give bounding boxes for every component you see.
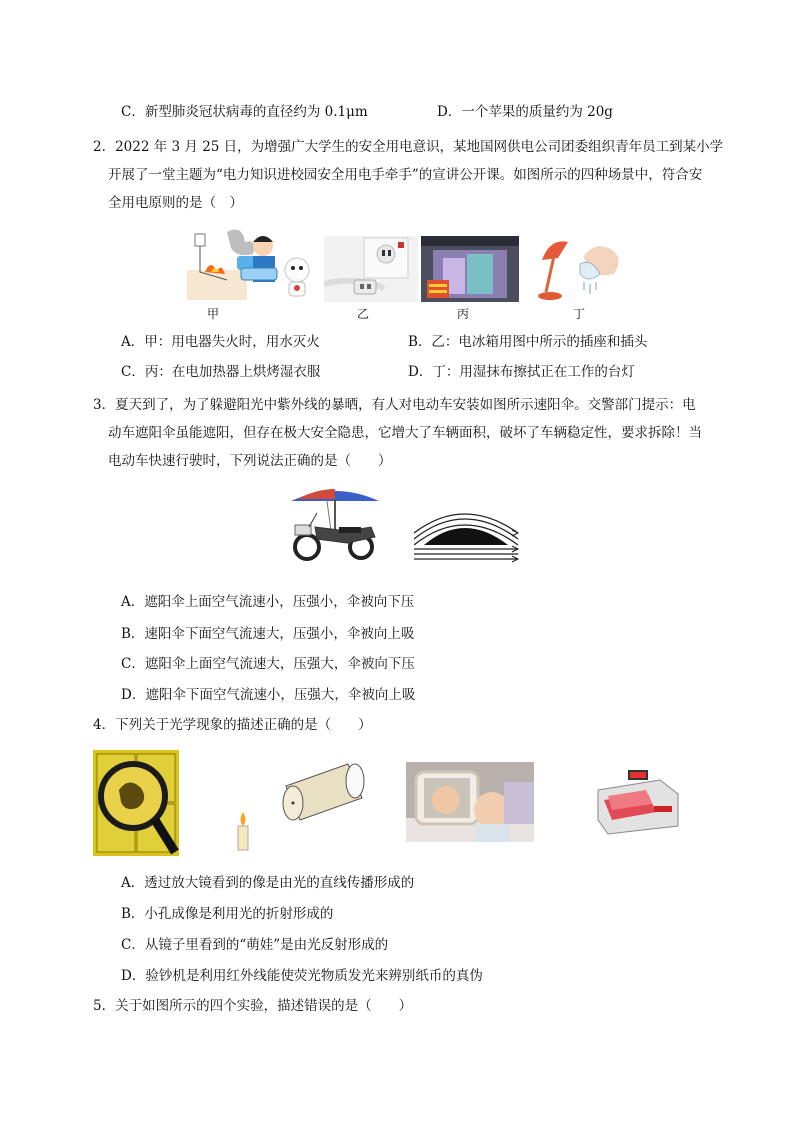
q1-option-c: C．新型肺炎冠状病毒的直径约为 0.1μm [121, 104, 368, 120]
q4-option-b: B．小孔成像是利用光的折射形成的 [121, 906, 334, 922]
q3-option-d: D．遮阳伞下面空气流速小，压强大，伞被向上吸 [121, 687, 416, 703]
q4-option-c: C．从镜子里看到的“萌娃”是由光反射形成的 [121, 937, 389, 953]
q2-option-b: B．乙：电冰箱用图中所示的插座和插头 [408, 334, 648, 350]
figure-baby-mirror [406, 762, 534, 842]
figure-airflow [414, 505, 520, 563]
q2-stem-line1: 2．2022 年 3 月 25 日，为增强广大学生的安全用电意识，某地国网供电公司团委组织青年员工到某小学 [93, 139, 724, 155]
q3-stem-line3: 电动车快速行驶时，下列说法正确的是（ ） [108, 453, 392, 469]
caption-yi: 乙 [356, 307, 369, 321]
figure-bing-heater [421, 236, 519, 302]
q3-option-b: B．速阳伞下面空气流速大，压强小，伞被向上吸 [121, 626, 415, 642]
q4-option-d: D．验钞机是利用红外线能使荧光物质发光来辨别纸币的真伪 [121, 968, 483, 984]
q4-stem-line1: 4．下列关于光学现象的描述正确的是（ ） [93, 717, 372, 733]
figure-counterfeit-detector [590, 766, 684, 838]
figure-ding-lamp [536, 234, 626, 304]
figure-magnifier [93, 750, 179, 856]
q3-option-a: A．遮阳伞上面空气流速小，压强小，伞被向下压 [121, 594, 415, 610]
q2-stem-line2: 开展了一堂主题为“电力知识进校园安全用电手牵手”的宣讲公开课。如图所示的四种场景中，符合安 [108, 167, 703, 183]
q2-stem-line3: 全用电原则的是（ ） [108, 195, 243, 211]
q5-stem-line1: 5．关于如图所示的四个实验，描述错误的是（ ） [93, 998, 413, 1014]
q2-option-c: C．丙：在电加热器上烘烤湿衣服 [121, 364, 321, 380]
q1-option-d: D．一个苹果的质量约为 20g [437, 104, 613, 120]
caption-ding: 丁 [572, 307, 585, 321]
q4-option-a: A．透过放大镜看到的像是由光的直线传播形成的 [121, 875, 415, 891]
caption-bing: 丙 [456, 307, 469, 321]
figure-yi-socket [324, 236, 418, 302]
q3-stem-line1: 3．夏天到了，为了躲避阳光中紫外线的暴晒，有人对电动车安装如图所示速阳伞。交警部门提示：电 [93, 397, 696, 413]
q3-stem-line2: 动车遮阳伞虽能遮阳，但存在极大安全隐患，它增大了车辆面积，破坏了车辆稳定性，要求拆除！当 [108, 425, 702, 441]
figure-pinhole-camera [230, 760, 370, 856]
figure-ebike-umbrella [287, 487, 383, 563]
q2-option-a: A．甲：用电器失火时，用水灭火 [121, 334, 320, 350]
q2-option-d: D．丁：用湿抹布擦拭正在工作的台灯 [408, 364, 635, 380]
caption-jia: 甲 [206, 307, 219, 321]
figure-jia-fire [187, 228, 317, 300]
q3-option-c: C．遮阳伞上面空气流速大，压强大，伞被向下压 [121, 656, 415, 672]
